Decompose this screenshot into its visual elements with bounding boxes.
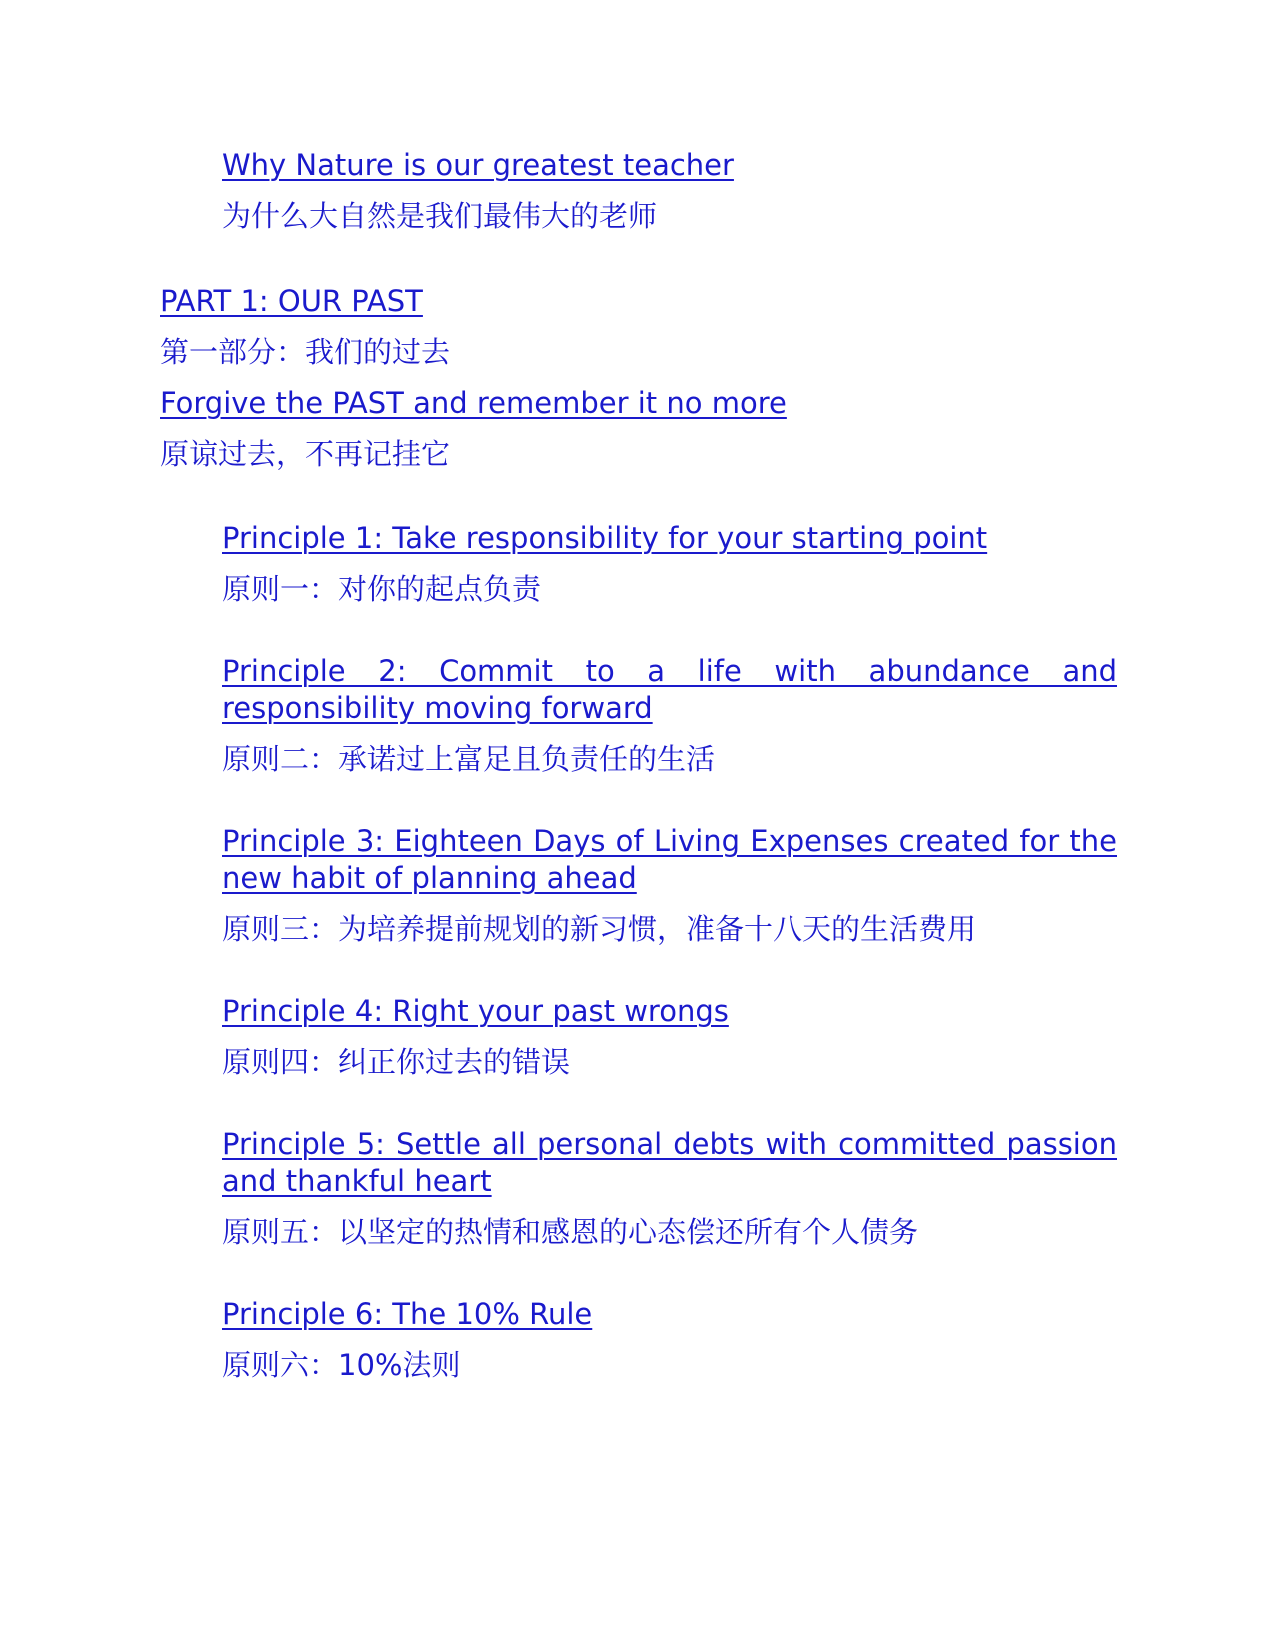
toc-entry-principle-6 <box>222 1296 1117 1384</box>
toc-entry-part1 <box>160 283 1120 473</box>
toc-entry-nature <box>222 147 1117 235</box>
toc-translation-principle-4: 原则四：纠正你过去的错误 <box>222 1045 571 1079</box>
toc-translation-part1: 第一部分：我们的过去 <box>160 335 451 369</box>
toc-entry-principle-1 <box>222 520 1117 608</box>
toc-entry-principle-5 <box>222 1126 1117 1251</box>
toc-link-principle-6[interactable]: Principle 6: The 10% Rule <box>222 1297 593 1331</box>
toc-link-principle-1[interactable]: Principle 1: Take responsibility for your starting point <box>222 521 988 555</box>
toc-entry-principle-2 <box>222 653 1117 778</box>
toc-translation-principle-1: 原则一：对你的起点负责 <box>222 572 542 606</box>
toc-link-principle-3[interactable]: Principle 3: Eighteen Days of Living Expenses created for the new habit of planning ahead <box>222 824 1117 895</box>
toc-link-forgive-past[interactable]: Forgive the PAST and remember it no more <box>160 386 787 420</box>
toc-translation-principle-5: 原则五：以坚定的热情和感恩的心态偿还所有个人债务 <box>222 1215 919 1249</box>
toc-link-part1[interactable]: PART 1: OUR PAST <box>160 284 423 318</box>
toc-translation-forgive-past: 原谅过去，不再记挂它 <box>160 437 451 471</box>
toc-entry-principle-4 <box>222 993 1117 1081</box>
toc-entry-principle-3 <box>222 823 1117 948</box>
toc-link-nature[interactable]: Why Nature is our greatest teacher <box>222 148 734 182</box>
toc-translation-principle-6: 原则六：10%法则 <box>222 1348 461 1382</box>
toc-translation-principle-3: 原则三：为培养提前规划的新习惯，准备十八天的生活费用 <box>222 912 977 946</box>
toc-translation-nature: 为什么大自然是我们最伟大的老师 <box>222 199 658 233</box>
toc-link-principle-4[interactable]: Principle 4: Right your past wrongs <box>222 994 729 1028</box>
toc-link-principle-5[interactable]: Principle 5: Settle all personal debts with committed passion and thankful heart <box>222 1127 1117 1198</box>
toc-translation-principle-2: 原则二：承诺过上富足且负责任的生活 <box>222 742 716 776</box>
toc-link-principle-2[interactable]: Principle 2: Commit to a life with abundance and responsibility moving forward <box>222 654 1117 725</box>
